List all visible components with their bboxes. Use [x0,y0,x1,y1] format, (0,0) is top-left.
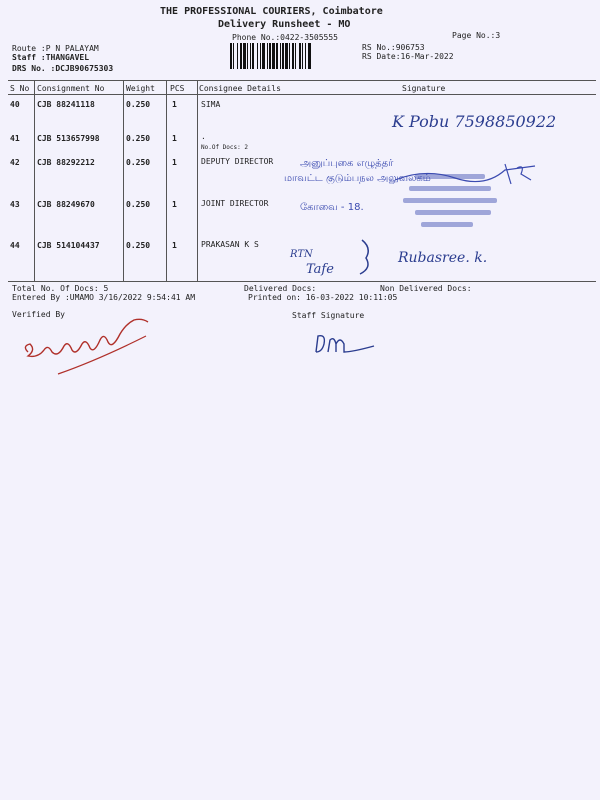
stamp-line-1: அனுப்புகை எழுத்தர் [300,158,394,169]
delivered-docs: Delivered Docs: [244,284,317,293]
verified-by-label: Verified By [12,310,65,319]
row-consignment: CJB 88249670 [37,200,95,209]
table-bottom-rule [8,281,596,282]
row-consignee: JOINT DIRECTOR [201,199,269,208]
row-pcs: 1 [172,200,177,209]
row-consignee: . [201,132,206,141]
row-pcs: 1 [172,100,177,109]
row-pcs: 1 [172,241,177,250]
verified-signature [18,310,158,380]
row-sno: 44 [10,241,20,250]
staff-label: Staff :THANGAVEL [12,53,90,62]
table-header-rule [8,94,596,95]
row-consignee: SIMA [201,100,221,109]
row-weight: 0.250 [126,100,151,109]
stamp-line-2: மாவட்ட குடும்பநல அலுவலகம் [284,173,431,184]
col-divider [166,80,167,281]
col-header-sno: S No [10,84,30,93]
row-sno: 41 [10,134,20,143]
row-consignee: PRAKASAN K S [201,240,259,249]
row-sno: 42 [10,158,20,167]
table-top-rule [8,80,596,81]
staff-signature-label: Staff Signature [292,311,365,320]
row-doc-count: No.Of Docs: 2 [201,144,248,151]
row-consignment: CJB 514104437 [37,241,100,250]
row-pcs: 1 [172,134,177,143]
company-title: THE PROFESSIONAL COURIERS, Coimbatore [160,6,383,17]
stamp-line-3: கோவை - 18. [300,202,364,213]
drs-number: DRS No. :DCJB90675303 [12,64,114,73]
entered-by: Entered By :UMAMO 3/16/2022 9:54:41 AM [12,293,196,302]
rs-number: RS No.:906753 [362,43,425,52]
row-weight: 0.250 [126,200,151,209]
row-consignee: DEPUTY DIRECTOR [201,157,274,166]
col-header-consignee: Consignee Details [199,84,281,93]
row-consignment: CJB 513657998 [37,134,100,143]
total-docs: Total No. Of Docs: 5 [12,284,109,293]
receiving-stamp [385,160,555,240]
handwritten-signature-row40: K Pobu 7598850922 [392,112,557,131]
handwritten-rtn: RTN [290,249,313,260]
route-label: Route :P N PALAYAM [12,44,99,53]
col-header-consignment: Consignment No [37,84,105,93]
page-number: Page No.:3 [452,31,501,40]
col-divider [34,80,35,281]
row-weight: 0.250 [126,158,151,167]
printed-on: Printed on: 16-03-2022 10:11:05 [248,293,398,302]
col-header-signature: Signature [402,84,446,93]
rs-date: RS Date:16-Mar-2022 [362,52,454,61]
staff-signature [312,330,392,360]
row-sno: 43 [10,200,20,209]
handwritten-name-row44: Rubasree. k. [398,250,488,266]
handwritten-tafe: Tafe [306,262,334,277]
non-delivered-docs: Non Delivered Docs: [380,284,472,293]
row-weight: 0.250 [126,134,151,143]
col-divider [197,80,198,281]
col-header-pcs: PCS [170,84,185,93]
row-weight: 0.250 [126,241,151,250]
col-header-weight: Weight [126,84,155,93]
row-pcs: 1 [172,158,177,167]
row-consignment: CJB 88292212 [37,158,95,167]
row-sno: 40 [10,100,20,109]
bracket-scribble [358,238,378,278]
col-divider [123,80,124,281]
barcode [230,43,360,69]
phone-number: Phone No.:0422-3505555 [232,33,338,42]
row-consignment: CJB 88241118 [37,100,95,109]
runsheet-title: Delivery Runsheet - MO [218,19,351,30]
